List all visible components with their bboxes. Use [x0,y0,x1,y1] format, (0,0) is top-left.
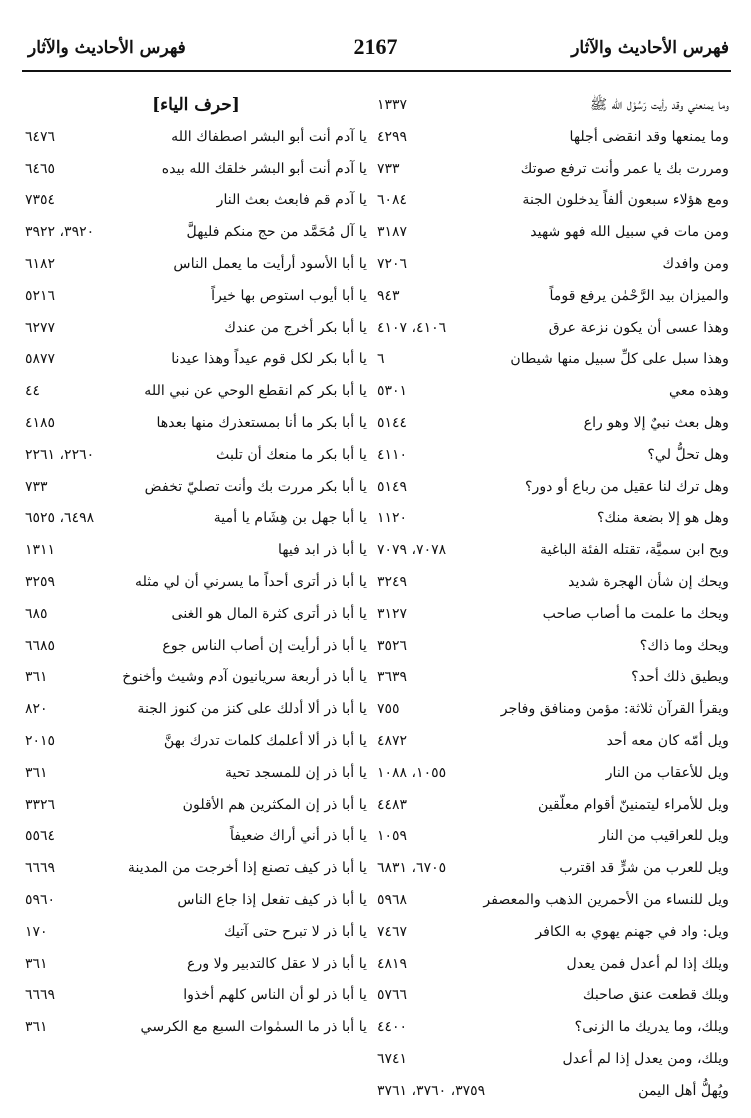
index-entry [377,281,729,313]
index-entry [377,631,729,663]
entry-text: يا أبا ذر لا تبرح حتى آتيك [223,923,367,940]
entry-reference: ٣٦١ [25,764,48,781]
entry-text: ويحك ما علمت ما أصاب صاحب [542,605,729,622]
index-entry [377,376,729,408]
entry-text: ويل للعراقيب من النار [599,828,729,845]
entry-reference: ٣٦١ [25,669,48,686]
entry-text: ومن وافدك [662,255,729,272]
entry-text: ويلك، ومن يعدل إذا لم أعدل [562,1050,729,1067]
index-entry [25,1012,367,1044]
entry-reference: ٤٤٨٣ [377,796,408,813]
entry-text: يا أبا ذر ما السمٰوات السبع مع الكرسي [140,1019,367,1036]
index-entry [25,154,367,186]
entry-text: يا أبا بكر لكل قوم عيداً وهذا عيدنا [171,351,367,368]
entry-reference: ٣١٨٧ [377,224,408,241]
entry-reference: ٦٦٨٥ [25,637,56,654]
entry-reference: ٥٩٦٠ [25,891,56,908]
entry-reference: ٣٧٥٩، ٣٧٦٠، ٣٧٦١ [377,1082,486,1099]
index-entry [377,790,729,822]
entry-text: وهذه معي [669,383,729,400]
index-entry [25,503,367,535]
entry-text: وهل هو إلا بضعة منك؟ [596,510,729,527]
header-rule [22,70,731,72]
entry-text: والميزان بيد الرَّحْمٰن يرفع قوماً [549,287,729,304]
entry-reference: ٥٣٠١ [377,383,408,400]
index-entry [377,567,729,599]
entry-text: يا أبا ذر كيف تفعل إذا جاع الناس [177,891,367,908]
entry-text: ويحك وما ذاك؟ [639,637,729,654]
index-entry [377,694,729,726]
entry-reference: ٧٣٣ [377,160,400,177]
entry-text: يا أبا ذر ألا أدلك على كنز من كنوز الجنة [137,701,367,718]
entry-text: يا أبا الأسود أرأيت ما يعمل الناس [173,255,367,272]
entry-reference: ٢٢٦٠، ٢٢٦١ [25,446,95,463]
entry-text: يا أبا جهل بن هِشَام يا أمية [213,510,367,527]
entry-text: يا أبا ذر أني أراك ضعيفاً [229,828,367,845]
entry-text: ويلك إذا لم أعدل فمن يعدل [566,955,729,972]
entry-reference: ٧٥٥ [377,701,400,718]
index-entry [25,376,367,408]
entry-reference: ٤١١٠ [377,446,408,463]
index-entry [377,154,729,186]
index-entry [25,726,367,758]
entry-text: وهل ترك لنا عقيل من رباع أو دور؟ [524,478,729,495]
entry-reference: ٧٣٥٤ [25,192,56,209]
index-entry [25,821,367,853]
entry-text: ومع هؤلاء سبعون ألفاً يدخلون الجنة [522,192,729,209]
section-title: [حرف الياء] [152,95,240,115]
entry-text: يا أبا ذر ابد فيها [278,542,367,559]
entry-reference: ٦ [377,351,385,368]
entry-reference: ٦٧٤١ [377,1050,408,1067]
entry-text: يا آدم قم فابعث بعث النار [216,192,367,209]
entry-reference: ٥١٤٩ [377,478,408,495]
entry-text: ومررت بك يا عمر وأنت ترفع صوتك [520,160,729,177]
entry-reference: ٣٢٤٩ [377,573,408,590]
entry-text: وهذا سبل على كلِّ سبيل منها شيطان [510,351,729,368]
entry-text: يا أبا بكر مررت بك وأنت تصليّ تخفض [144,478,367,495]
index-entry [377,980,729,1012]
index-entry [25,313,367,345]
entry-reference: ٦٤٩٨، ٦٥٢٥ [25,510,95,527]
index-entry [377,853,729,885]
entry-text: يا أبا ذر أترى أحداً ما يسرني أن لي مثله [135,573,367,590]
entry-reference: ٥١٤٤ [377,414,408,431]
entry-text: ويحك إن شأن الهجرة شديد [568,573,729,590]
entry-reference: ٧٣٣ [25,478,48,495]
index-entry [377,917,729,949]
index-entry [377,313,729,345]
index-entry [25,980,367,1012]
entry-text: يا آدم أنت أبو البشر خلقك الله بيده [161,160,367,177]
entry-text: وما يمنعها وقد انقضى أجلها [569,128,729,145]
index-entry [377,249,729,281]
entry-reference: ٤٨٧٢ [377,732,408,749]
running-title-left: فهرس الأحاديث والآثار [28,38,186,58]
index-entry [25,662,367,694]
entry-reference: ٦٤٦٥ [25,160,56,177]
index-entry [25,122,367,154]
entry-reference: ٥٨٧٧ [25,351,56,368]
index-entry [25,885,367,917]
index-entry [25,949,367,981]
entry-reference: ٦٦٦٩ [25,987,56,1004]
entry-text: ويلك قطعت عنق صاحبك [582,987,729,1004]
entry-reference: ٤٤٠٠ [377,1019,408,1036]
index-entry [377,662,729,694]
entry-reference: ٦٢٧٧ [25,319,56,336]
index-entry [25,281,367,313]
index-entry [377,885,729,917]
entry-reference: ٤٢٩٩ [377,128,408,145]
entry-text: يا أبا بكر ما منعك أن تلبث [216,446,367,463]
entry-text: يا أبا ذر إن للمسجد تحية [224,764,367,781]
index-entry [377,472,729,504]
entry-reference: ٧٤٦٧ [377,923,408,940]
entry-reference: ١٣١١ [25,542,56,559]
entry-text: ويُهلُّ أهل اليمن [638,1082,729,1099]
entry-reference: ١١٢٠ [377,510,408,527]
entry-reference: ٥٢١٦ [25,287,56,304]
entry-reference: ١٠٥٥، ١٠٨٨ [377,764,447,781]
entry-text: ويل: واد في جهنم يهوي به الكافر [535,923,729,940]
entry-text: ويلك، وما يدريك ما الزنى؟ [574,1019,729,1036]
right-column [377,90,729,1108]
entry-reference: ١٣٣٧ [377,97,408,113]
entry-reference: ٣٩٢٠، ٣٩٢٢ [25,224,95,241]
entry-reference: ٣٢٥٩ [25,573,56,590]
entry-reference: ٨٢٠ [25,701,48,718]
entry-text: يا آل مُحَمَّد من حج منكم فليهلَّ [186,224,367,241]
index-entry [25,853,367,885]
index-entry [377,440,729,472]
entry-reference: ٦٨٥ [25,605,48,622]
entry-reference: ٤١٨٥ [25,414,56,431]
index-entry [25,344,367,376]
entry-text: ويح ابن سميَّة، تقتله الفئة الباغية [540,542,729,559]
entry-reference: ٤١٠٦، ٤١٠٧ [377,319,447,336]
index-entry [377,503,729,535]
entry-text: يا أبا ذر كيف تصنع إذا أخرجت من المدينة [127,860,367,877]
entry-reference: ٦١٨٢ [25,255,56,272]
entry-reference: ٦٤٧٦ [25,128,56,145]
index-entry [377,1012,729,1044]
entry-text: ويل أمّه كان معه أحد [606,732,729,749]
index-entry [377,758,729,790]
index-entry [377,217,729,249]
entry-text: ويل للعرب من شرٍّ قد اقترب [559,860,729,877]
entry-reference: ٢٠١٥ [25,732,56,749]
index-entry [25,535,367,567]
index-entry [377,185,729,217]
entry-reference: ٥٥٦٤ [25,828,56,845]
entry-text: يا أبا بكر أخرج من عندك [224,319,367,336]
entry-text: يا أبا بكر كم انقطع الوحي عن نبي الله [144,383,367,400]
index-entry [377,535,729,567]
entry-text: يا أبا ذر إن المكثرين هم الأقلون [182,796,367,813]
index-entry [25,217,367,249]
entry-reference: ٣٦١ [25,955,48,972]
index-entry [25,790,367,822]
entry-reference: ٤٨١٩ [377,955,408,972]
entry-reference: ٦٦٦٩ [25,860,56,877]
index-entry [25,567,367,599]
entry-text: ومن مات في سبيل الله فهو شهيد [530,224,729,241]
entry-text: يا أبا ذر أربعة سريانيون آدم وشيث وأخنوخ [122,669,367,686]
index-entry [25,758,367,790]
entry-text: يا آدم أنت أبو البشر اصطفاك الله [171,128,367,145]
running-title-right: فهرس الأحاديث والآثار [571,38,729,58]
index-entry [25,694,367,726]
entry-text: وهذا عسى أن يكون نزعة عرق [548,319,729,336]
entry-reference: ٧٢٠٦ [377,255,408,272]
entry-text: يا أبا بكر ما أنا بمستعذرك منها بعدها [156,414,367,431]
entry-text: وما يمنعني وقد رأيت رَسُوْل الله ﷺ [590,97,729,113]
entry-text: يا أبا ذر ألا أعلمك كلمات تدرك بهنَّ [163,732,367,749]
index-entry [377,726,729,758]
entry-reference: ١٧٠ [25,923,48,940]
index-entry [25,917,367,949]
index-entry [25,472,367,504]
index-entry [25,249,367,281]
entry-reference: ٤٤ [25,383,41,400]
index-entry [377,1044,729,1076]
entry-text: يا أبا ذر أرأيت إن أصاب الناس جوع [162,637,367,654]
index-entry [377,408,729,440]
entry-text: يا أبا ذر أترى كثرة المال هو الغنى [171,605,367,622]
entry-text: ويل للأمراء ليتمنينّ أقوام معلّقين [537,796,729,813]
entry-text: ويل للأعقاب من النار [605,764,729,781]
entry-text: ويقرأ القرآن ثلاثة: مؤمن ومنافق وفاجر [500,701,729,718]
index-entry [25,631,367,663]
index-entry [377,344,729,376]
entry-reference: ٣٦١ [25,1019,48,1036]
entry-text: وهل بعث نبيٌ إلا وهو راع [583,414,729,431]
entry-text: يا أبا ذر لو أن الناس كلهم أخذوا [183,987,367,1004]
entry-reference: ٣١٢٧ [377,605,408,622]
entry-reference: ٣٥٢٦ [377,637,408,654]
entry-text: ويطيق ذلك أحد؟ [631,669,729,686]
entry-reference: ٥٩٦٨ [377,891,408,908]
index-entry [377,122,729,154]
index-entry [377,599,729,631]
index-entry [377,949,729,981]
index-entry [25,185,367,217]
index-entry [377,90,729,122]
page-number: 2167 [353,34,398,59]
entry-reference: ١٠٥٩ [377,828,408,845]
entry-reference: ٩٤٣ [377,287,400,304]
entry-text: ويل للنساء من الأحمرين الذهب والمعصفر [483,891,729,908]
entry-reference: ٣٦٣٩ [377,669,408,686]
index-entry [377,821,729,853]
index-entry [25,599,367,631]
entry-reference: ٥٧٦٦ [377,987,408,1004]
entry-text: وهل تحلُّ لي؟ [647,446,729,463]
entry-reference: ٦٠٨٤ [377,192,408,209]
entry-reference: ٣٣٢٦ [25,796,56,813]
left-column [25,90,367,1044]
entry-reference: ٦٧٠٥، ٦٨٣١ [377,860,447,877]
entry-text: يا أبا ذر لا عقل كالتدبير ولا ورع [187,955,367,972]
index-entry [377,1076,729,1108]
entry-text: يا أبا أيوب استوص بها خيراً [211,287,367,304]
index-entry [25,408,367,440]
entry-reference: ٧٠٧٨، ٧٠٧٩ [377,542,447,559]
index-entry [25,440,367,472]
